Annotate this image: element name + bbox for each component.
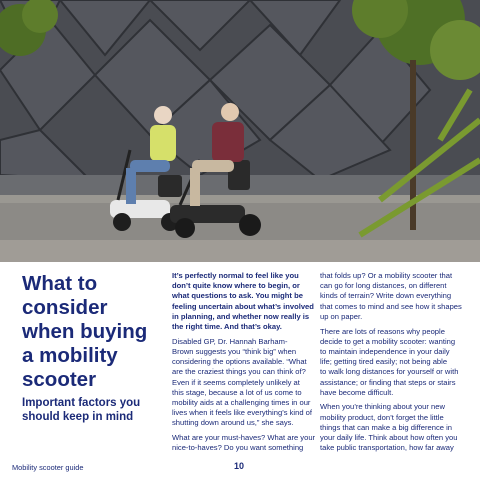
subtitle-line: should keep in mind [22,411,134,423]
text-line: in planning, and whether now really is [172,311,310,321]
text-line: When you’re thinking about your new [320,402,445,412]
text-line: Disabled GP, Dr. Hannah Barham- [172,336,288,346]
text-line: Brown suggests you “think big” when [172,346,297,356]
text-line: assistance; or finding that steps or stairs [320,377,456,387]
title-line: scooter [22,368,97,391]
text-line: considering the options available. “What [172,357,307,367]
text-line: that folds up? Or a mobility scooter that [320,271,453,280]
text-line: What are your must-haves? What are your [172,433,316,443]
text-line: nice-to-haves? Do you want something [172,443,304,453]
subtitle-line: Important factors you [22,397,141,409]
paragraph [320,402,460,453]
title-line: when buying [22,320,148,343]
text-line: It’s perfectly normal to feel like you [172,271,299,280]
text-line: mobility aids at a challenging times in our [172,397,311,407]
text-line: things that can make a big difference in [320,422,452,432]
text-line: life; getting tired easily; not being able [320,357,448,367]
body-column-1 [172,271,316,458]
paragraph [172,433,316,453]
page-subtitle [22,396,152,424]
page-number: 10 [234,461,245,471]
text-line: can go for long distances, on different [320,281,447,291]
quote-paragraph [172,337,310,429]
text-line: mobility product, don’t forget the little [320,412,444,422]
text-line: don’t quite know where to begin, or [172,281,300,291]
text-line: to maintain independence in your daily [320,346,450,356]
text-line: have become difficult. [320,387,394,397]
text-line: this stage, because a lot of us come to [172,387,302,397]
text-line: feeling uncertain about what’s involved [172,301,314,311]
text-line: your daily life. Think about how often you [320,433,458,443]
text-line: up on paper. [320,311,363,321]
footer-guide-label: Mobility scooter guide [12,463,84,472]
paragraph [320,271,460,322]
title-line: What to [22,272,98,295]
text-line: are the craziest things you can think of? [172,367,306,377]
text-line: that comes to mind and see how it shapes [320,301,462,311]
body-column-2 [320,271,460,458]
title-line: a mobility [22,344,118,367]
paragraph [320,327,460,398]
text-line: lives when it feels like everything’s kind of [172,408,312,418]
title-line: consider [22,296,108,319]
text-line: shutting down around us,” she says. [172,418,294,428]
text-line: kinds of terrain? Write down everything [320,291,452,301]
intro-paragraph [172,271,314,332]
text-line: the right time. And that’s okay. [172,322,282,332]
text-line: what questions to ask. You might be [172,291,303,301]
page-title [22,272,152,392]
text-line: There are lots of reasons why people [320,326,445,336]
text-line: take public transportation, how far away [320,443,454,453]
text-line: Even if it seems completely unlikely at [172,377,300,387]
text-line: to walk long distances for yourself or with [320,367,459,377]
text-line: decide to get a mobility scooter: wanting [320,336,456,346]
